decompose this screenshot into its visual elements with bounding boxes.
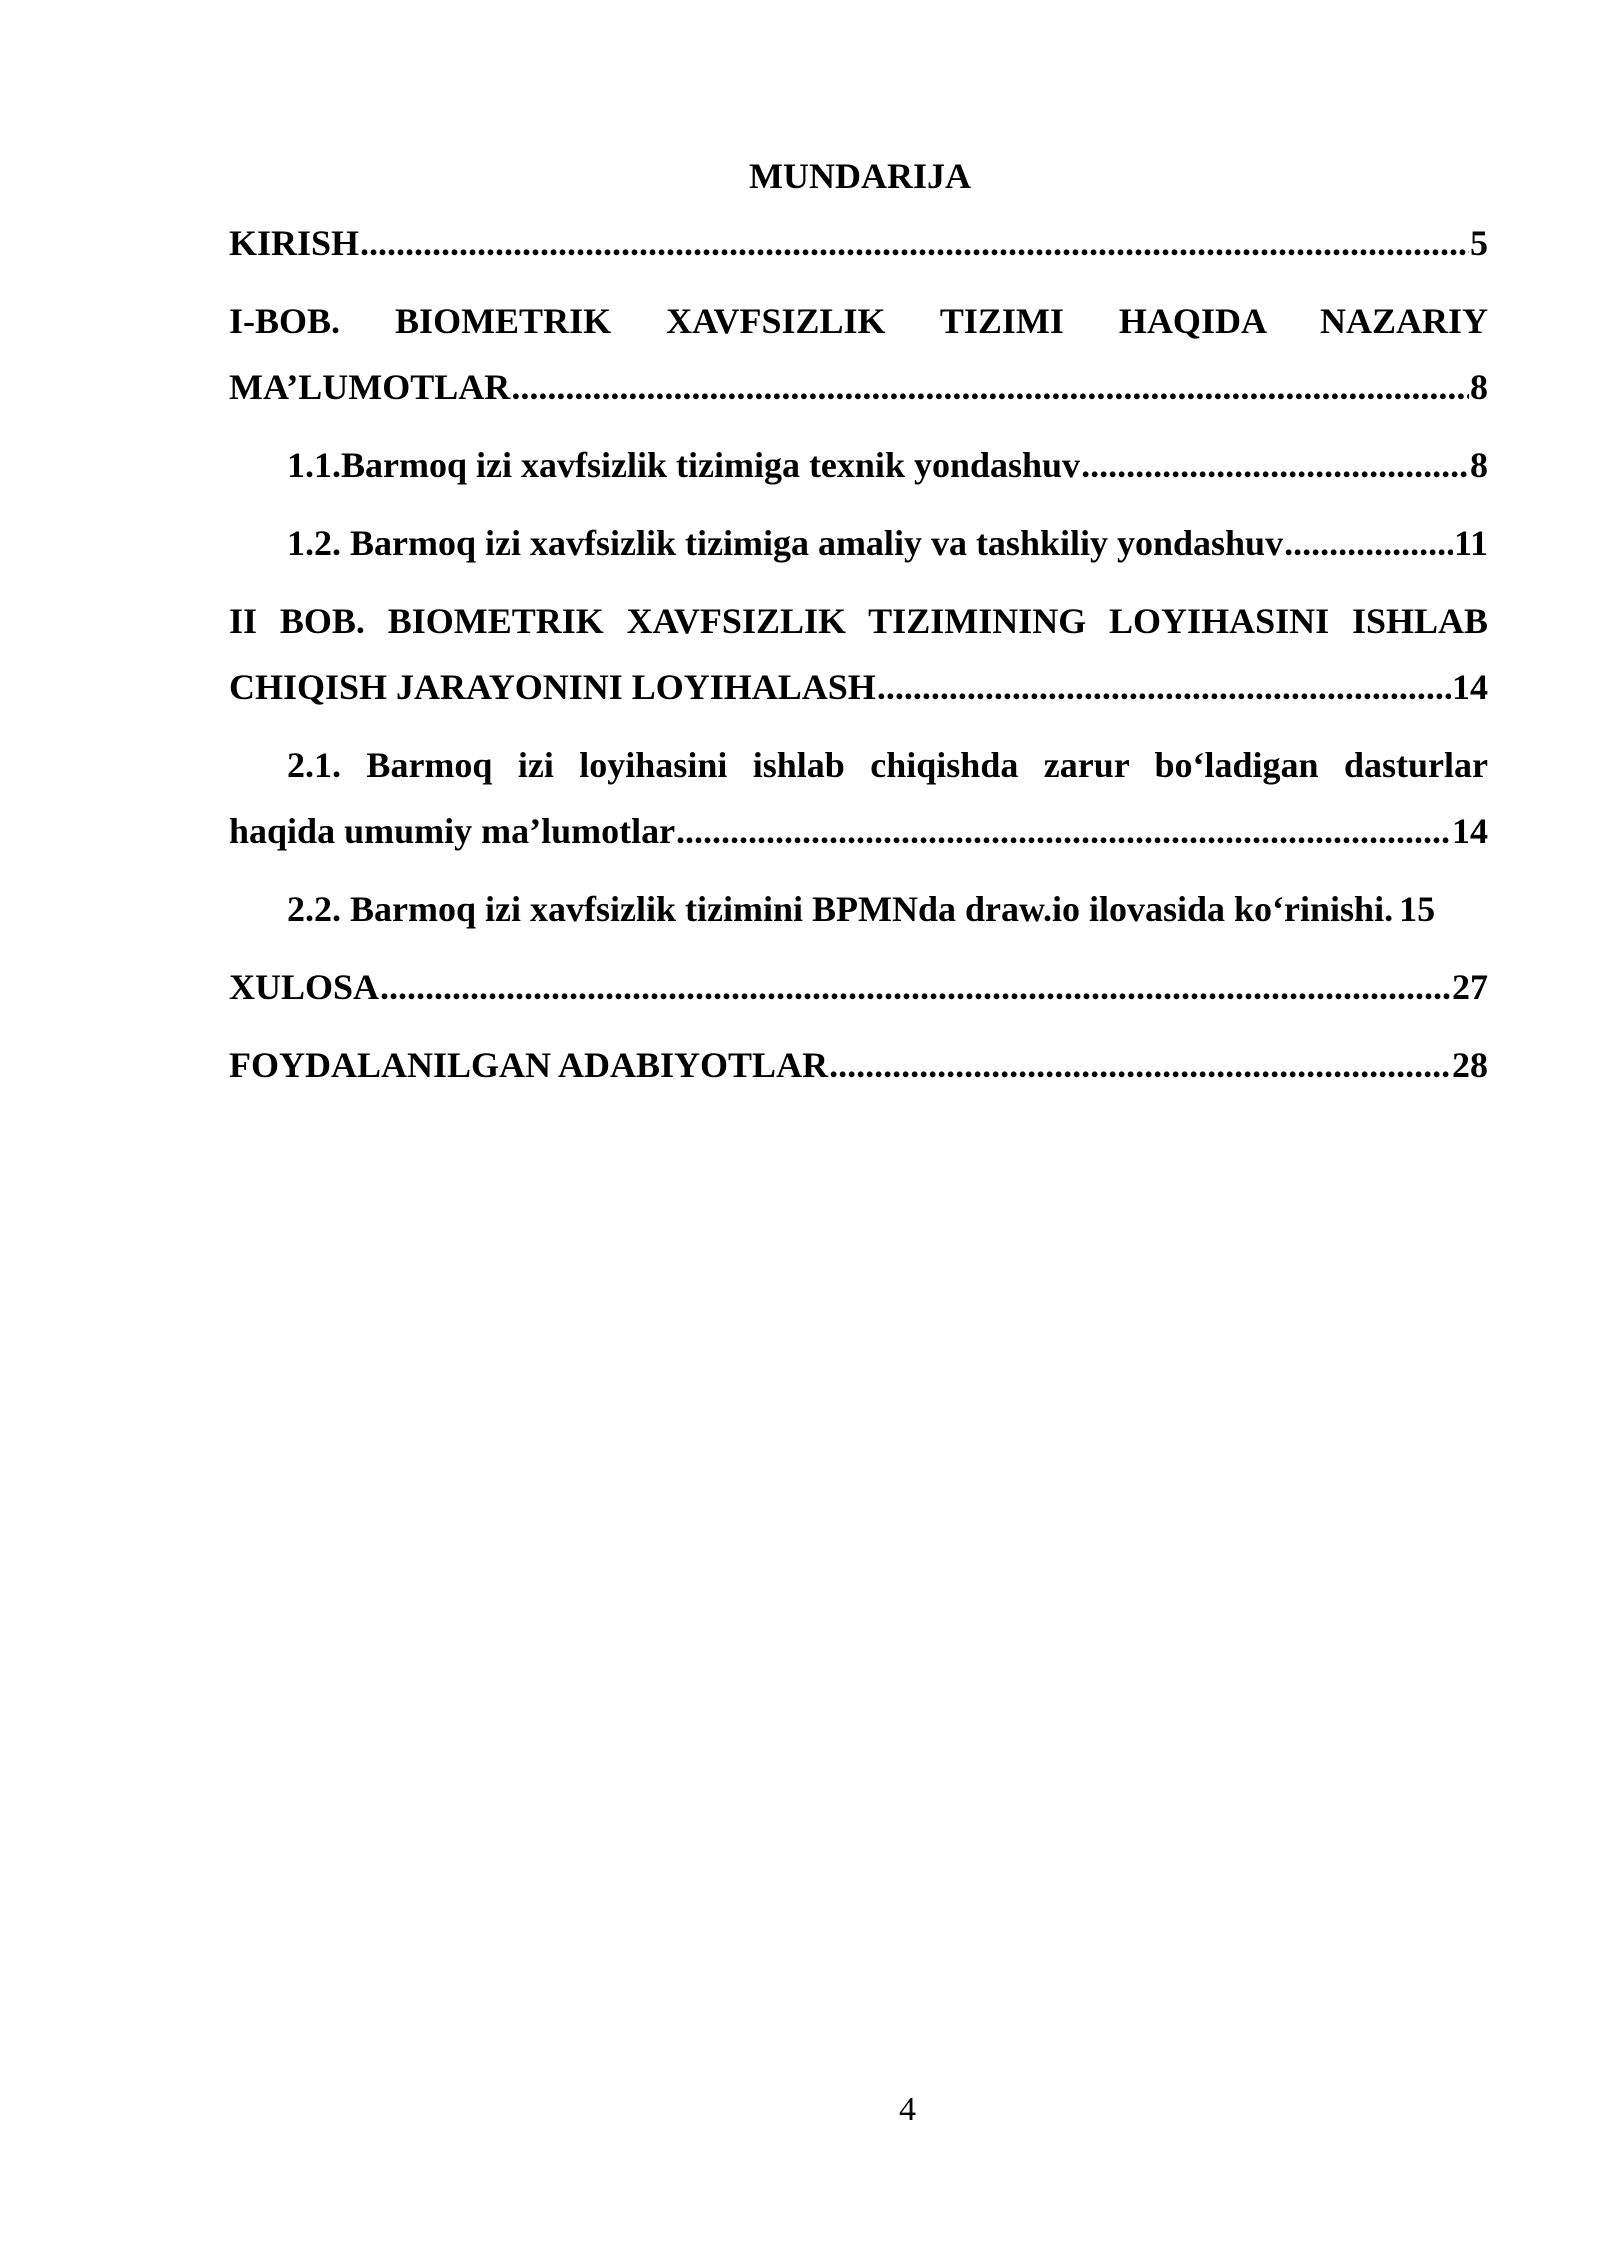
toc-entry-page: 5 [1470, 223, 1488, 263]
dot-leader [1284, 510, 1453, 576]
toc-entry-label-line1: 2.1. Barmoq izi loyihasini ishlab chiqishda zarur bo‘ladigan dasturlar [287, 745, 1488, 785]
dot-leader [877, 654, 1451, 720]
dot-leader [360, 210, 1469, 276]
toc-entry-page: 27 [1452, 967, 1488, 1007]
toc-entry-1-2[interactable] [229, 510, 1488, 576]
toc-entry-label-line1: II BOB. BIOMETRIK XAVFSIZLIK TIZIMINING LOYIHASINI ISHLAB [229, 601, 1488, 641]
toc-entry-label-line2: CHIQISH JARAYONINI LOYIHALASH [229, 667, 876, 707]
toc-entry-page: 11 [1453, 523, 1488, 563]
toc-entry-page: 8 [1470, 367, 1488, 407]
toc-entry-label-line2: MA’LUMOTLAR [229, 367, 511, 407]
toc-entry-label-line2: haqida umumiy ma’lumotlar [229, 811, 676, 851]
toc-entry-page: 15 [1399, 889, 1436, 929]
table-of-contents [229, 210, 1488, 1098]
toc-entry-label: 2.2. Barmoq izi xavfsizlik tizimini BPMNda draw.io ilovasida ko‘rinishi. [287, 889, 1394, 929]
toc-entry-label: KIRISH [229, 223, 360, 263]
toc-entry-page: 8 [1470, 445, 1488, 485]
toc-entry-page: 28 [1452, 1045, 1488, 1085]
toc-entry-kirish[interactable] [229, 210, 1488, 276]
page-number: 4 [899, 2091, 916, 2128]
dot-leader [380, 954, 1451, 1020]
toc-entry-bob2[interactable] [229, 588, 1488, 720]
toc-entry-label: 1.2. Barmoq izi xavfsizlik tizimiga amaliy va tashkiliy yondashuv [287, 523, 1284, 563]
dot-leader [676, 798, 1451, 864]
toc-entry-1-1[interactable] [229, 432, 1488, 498]
toc-entry-label-line1: I-BOB. BIOMETRIK XAVFSIZLIK TIZIMI HAQIDA NAZARIY [229, 301, 1488, 341]
dot-leader [1081, 432, 1469, 498]
toc-entry-2-2[interactable] [229, 876, 1488, 942]
toc-title: MUNDARIJA [749, 156, 971, 196]
toc-entry-page: 14 [1452, 811, 1488, 851]
toc-entry-label: FOYDALANILGAN ADABIYOTLAR [229, 1045, 829, 1085]
dot-leader [511, 354, 1469, 420]
toc-entry-page: 14 [1452, 667, 1488, 707]
dot-leader [829, 1032, 1451, 1098]
toc-entry-adabiyotlar[interactable] [229, 1032, 1488, 1098]
toc-entry-2-1[interactable] [229, 732, 1488, 864]
toc-entry-bob1[interactable] [229, 288, 1488, 420]
toc-entry-xulosa[interactable] [229, 954, 1488, 1020]
toc-entry-label: XULOSA [229, 967, 380, 1007]
toc-entry-label: 1.1.Barmoq izi xavfsizlik tizimiga texnik yondashuv [287, 445, 1081, 485]
